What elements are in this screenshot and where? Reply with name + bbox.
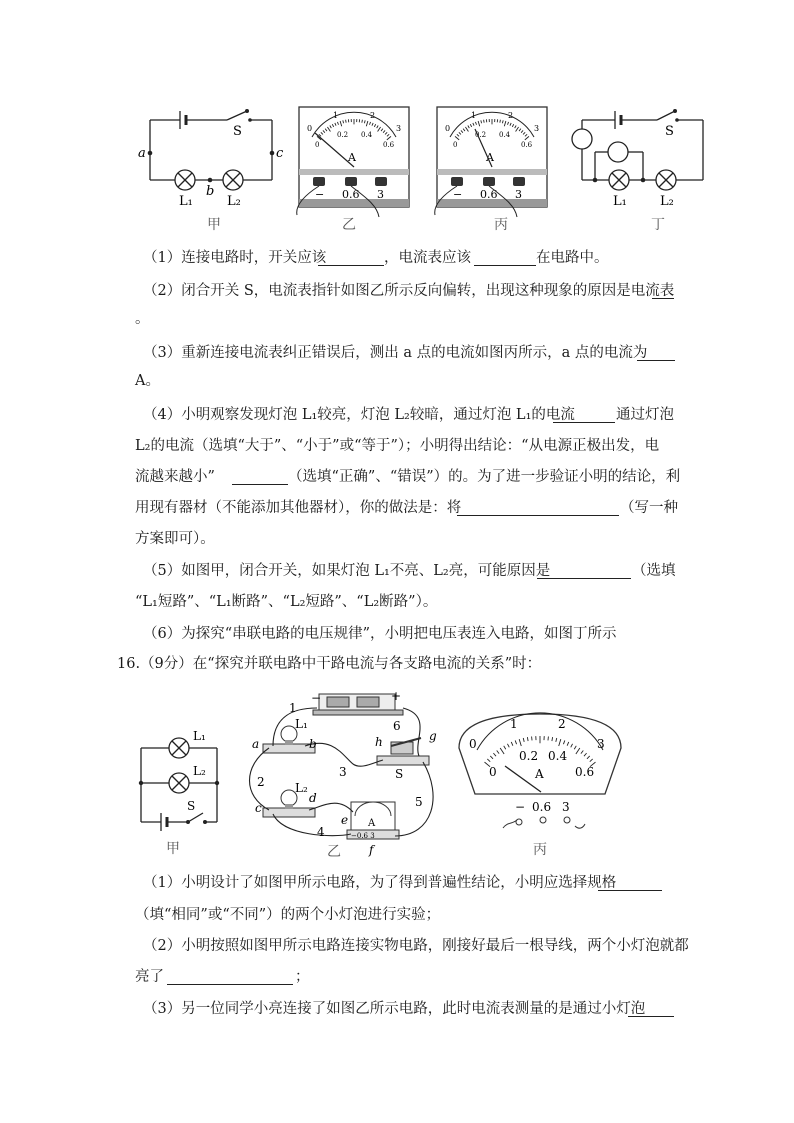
point-b-label: b bbox=[206, 184, 215, 199]
figure-jia bbox=[135, 105, 290, 235]
q16-circuit-jia-diagram bbox=[133, 720, 228, 860]
q15-p4-text-c: L₂的电流（选填“大于”、“小于”或“等于”）；小明得出结论：“从电源正极出发，电 bbox=[135, 438, 660, 454]
circuit-jia-diagram bbox=[135, 105, 290, 235]
point-d: d bbox=[309, 791, 317, 805]
scale-big-2: 2 bbox=[558, 717, 566, 731]
scale-small-3: 0.6 bbox=[521, 141, 533, 149]
scale-big-3: 3 bbox=[396, 124, 402, 133]
q15-p2-text-a: （2）闭合开关 S，电流表指针如图乙所示反向偏转，出现这种现象的原因是电流表 bbox=[143, 283, 675, 299]
q16-ammeter-dial bbox=[455, 708, 625, 860]
terminal-06: 0.6 bbox=[342, 188, 360, 201]
q16-physical-circuit-diagram bbox=[243, 686, 443, 860]
scale-small-0: 0 bbox=[315, 141, 320, 149]
figure-caption: 丙 bbox=[533, 842, 547, 858]
lamp2-label: L₂ bbox=[660, 194, 674, 209]
figure-bing bbox=[433, 105, 553, 235]
terminal-06: 0.6 bbox=[532, 800, 552, 814]
q15-p4-text-a: （4）小明观察发现灯泡 L₁较亮，灯泡 L₂较暗，通过灯泡 L₁的电流 bbox=[143, 407, 575, 423]
answer-blank[interactable] bbox=[598, 875, 662, 891]
scale-small-3: 0.6 bbox=[575, 765, 595, 779]
answer-blank[interactable] bbox=[637, 345, 675, 361]
q15-p2-text-b: 。 bbox=[135, 311, 150, 327]
point-h: h bbox=[375, 735, 383, 749]
terminal-neg: − bbox=[453, 188, 463, 201]
figure-caption: 甲 bbox=[166, 841, 180, 857]
q16-figure-bing bbox=[455, 708, 625, 860]
wire-5: 5 bbox=[415, 795, 423, 809]
answer-blank[interactable] bbox=[537, 563, 631, 579]
terminal-neg: − bbox=[515, 800, 526, 814]
figure-caption: 丁 bbox=[651, 217, 665, 233]
scale-big-1: 1 bbox=[471, 111, 477, 120]
lamp1-label: L₁ bbox=[179, 194, 193, 209]
terminal-06: 0.6 bbox=[480, 188, 498, 201]
unit-label: A bbox=[348, 151, 356, 164]
meter-tick bbox=[500, 120, 501, 123]
answer-blank[interactable] bbox=[318, 250, 384, 266]
figure-caption: 甲 bbox=[207, 217, 221, 233]
scale-big-1: 1 bbox=[510, 717, 518, 731]
wire-3: 3 bbox=[339, 765, 347, 779]
terminal-neg: − bbox=[315, 188, 325, 201]
q15-p1-text-b: ，电流表应该 bbox=[384, 250, 471, 266]
scale-big-0: 0 bbox=[307, 124, 313, 133]
q15-p4-text-d: 流越来越小” bbox=[135, 469, 215, 485]
lamp1-label: L₁ bbox=[295, 717, 308, 731]
figure-yi bbox=[295, 105, 415, 235]
point-g: g bbox=[429, 729, 437, 743]
scale-big-2: 2 bbox=[370, 111, 376, 120]
answer-blank[interactable] bbox=[457, 500, 619, 516]
point-f: f bbox=[369, 843, 374, 857]
answer-blank[interactable] bbox=[474, 250, 536, 266]
terminal-3: 3 bbox=[377, 188, 384, 201]
q15-p4-text-f: 用现有器材（不能添加其他器材），你的做法是：将 bbox=[135, 500, 462, 516]
answer-blank[interactable] bbox=[232, 469, 288, 485]
q16-title-text: 16.（9分）在“探究并联电路中干路电流与各支路电流的关系”时： bbox=[117, 656, 542, 672]
q16-figure-jia bbox=[133, 720, 228, 860]
switch-label: S bbox=[233, 124, 242, 139]
unit-label: A bbox=[535, 767, 544, 781]
scale-small-3: 0.6 bbox=[383, 141, 395, 149]
terminal-3: 3 bbox=[515, 188, 522, 201]
lamp1-label: L₁ bbox=[613, 194, 627, 209]
switch-label: S bbox=[395, 767, 404, 781]
lamp2-label: L₂ bbox=[193, 764, 206, 778]
meter-tick bbox=[346, 120, 347, 123]
answer-blank[interactable] bbox=[652, 283, 674, 299]
scale-big-0: 0 bbox=[469, 737, 477, 751]
scale-big-0: 0 bbox=[445, 124, 451, 133]
wire-2: 2 bbox=[257, 775, 265, 789]
scale-big-1: 1 bbox=[333, 111, 339, 120]
scale-small-2: 0.4 bbox=[548, 749, 568, 763]
answer-blank[interactable] bbox=[167, 969, 293, 985]
wire-4: 4 bbox=[317, 825, 325, 839]
q15-p4-text-b: 通过灯泡 bbox=[616, 407, 674, 423]
q15-p1-text-a: （1）连接电路时，开关应该 bbox=[143, 250, 327, 266]
unit-label: A bbox=[486, 151, 494, 164]
figure-caption: 乙 bbox=[327, 844, 341, 860]
figure-ding bbox=[565, 105, 715, 235]
ammeter-bing-diagram bbox=[433, 105, 553, 235]
scale-small-1: 0.2 bbox=[519, 749, 539, 763]
scale-big-2: 2 bbox=[508, 111, 514, 120]
q16-figure-yi bbox=[243, 686, 443, 860]
q16-p1-text-a: （1）小明设计了如图甲所示电路，为了得到普遍性结论，小明应选择规格 bbox=[143, 875, 617, 891]
meter-terminals: −0.6 3 bbox=[351, 832, 375, 840]
q15-p5-text-b: （选填 bbox=[632, 563, 676, 579]
scale-small-2: 0.4 bbox=[499, 131, 511, 139]
answer-blank[interactable] bbox=[553, 407, 615, 423]
scale-big-3: 3 bbox=[534, 124, 540, 133]
ammeter-yi-diagram bbox=[295, 105, 415, 235]
point-a: a bbox=[252, 737, 260, 751]
point-b: b bbox=[309, 737, 317, 751]
q15-p3-text-a: （3）重新连接电流表纠正错误后，测出 a 点的电流如图丙所示，a 点的电流为 bbox=[143, 345, 648, 361]
meter-tick bbox=[484, 120, 485, 123]
point-c-label: c bbox=[276, 146, 284, 161]
q15-p4-text-h: 方案即可）。 bbox=[135, 531, 215, 547]
scale-small-1: 0.2 bbox=[337, 131, 349, 139]
battery-pos-sign: + bbox=[391, 689, 402, 703]
lamp1-label: L₁ bbox=[193, 729, 206, 743]
q15-p6-text: （6）为探究“串联电路的电压规律”，小明把电压表连入电路，如图丁所示 bbox=[143, 626, 617, 642]
q15-p5-text-a: （5）如图甲，闭合开关，如果灯泡 L₁不亮、L₂亮，可能原因是 bbox=[143, 563, 551, 579]
q16-p2-text-c: ； bbox=[295, 969, 310, 985]
circuit-ding-diagram bbox=[565, 105, 715, 235]
scale-small-0: 0 bbox=[489, 765, 497, 779]
figure-caption: 乙 bbox=[342, 217, 356, 233]
answer-blank[interactable] bbox=[628, 1001, 674, 1017]
switch-label: S bbox=[187, 799, 196, 813]
q16-p2-text-b: 亮了 bbox=[135, 969, 164, 985]
scale-big-3: 3 bbox=[597, 737, 605, 751]
point-e: e bbox=[341, 813, 349, 827]
scale-small-2: 0.4 bbox=[361, 131, 373, 139]
wire-1: 1 bbox=[289, 701, 297, 715]
q15-p1-text-c: 在电路中。 bbox=[536, 250, 609, 266]
q15-p3-text-b: A。 bbox=[135, 373, 160, 389]
meter-tick bbox=[362, 120, 363, 123]
battery-neg-sign: − bbox=[311, 691, 322, 705]
lamp2-label: L₂ bbox=[295, 781, 308, 795]
terminal-3: 3 bbox=[562, 800, 570, 814]
point-a-label: a bbox=[138, 146, 146, 161]
q15-p4-text-e: （选填“正确”、“错误”）的。为了进一步验证小明的结论，利 bbox=[288, 469, 681, 485]
lamp2-label: L₂ bbox=[227, 194, 241, 209]
q15-p5-text-c: “L₁短路”、“L₁断路”、“L₂短路”、“L₂断路”）。 bbox=[135, 594, 438, 610]
figure-caption: 丙 bbox=[494, 217, 508, 233]
point-c: c bbox=[255, 801, 262, 815]
meter-unit: A bbox=[368, 818, 376, 829]
q15-p4-text-g: （写一种 bbox=[620, 500, 678, 516]
switch-label: S bbox=[665, 124, 674, 139]
q16-p3-text: （3）另一位同学小亮连接了如图乙所示电路，此时电流表测量的是通过小灯泡 bbox=[143, 1001, 646, 1017]
q16-p2-text-a: （2）小明按照如图甲所示电路连接实物电路，刚接好最后一根导线，两个小灯泡就都 bbox=[143, 938, 689, 954]
scale-small-1: 0.2 bbox=[475, 131, 487, 139]
q16-p1-text-b: （填“相同”或“不同”）的两个小灯泡进行实验； bbox=[135, 907, 441, 923]
scale-small-0: 0 bbox=[453, 141, 458, 149]
wire-6: 6 bbox=[393, 719, 401, 733]
